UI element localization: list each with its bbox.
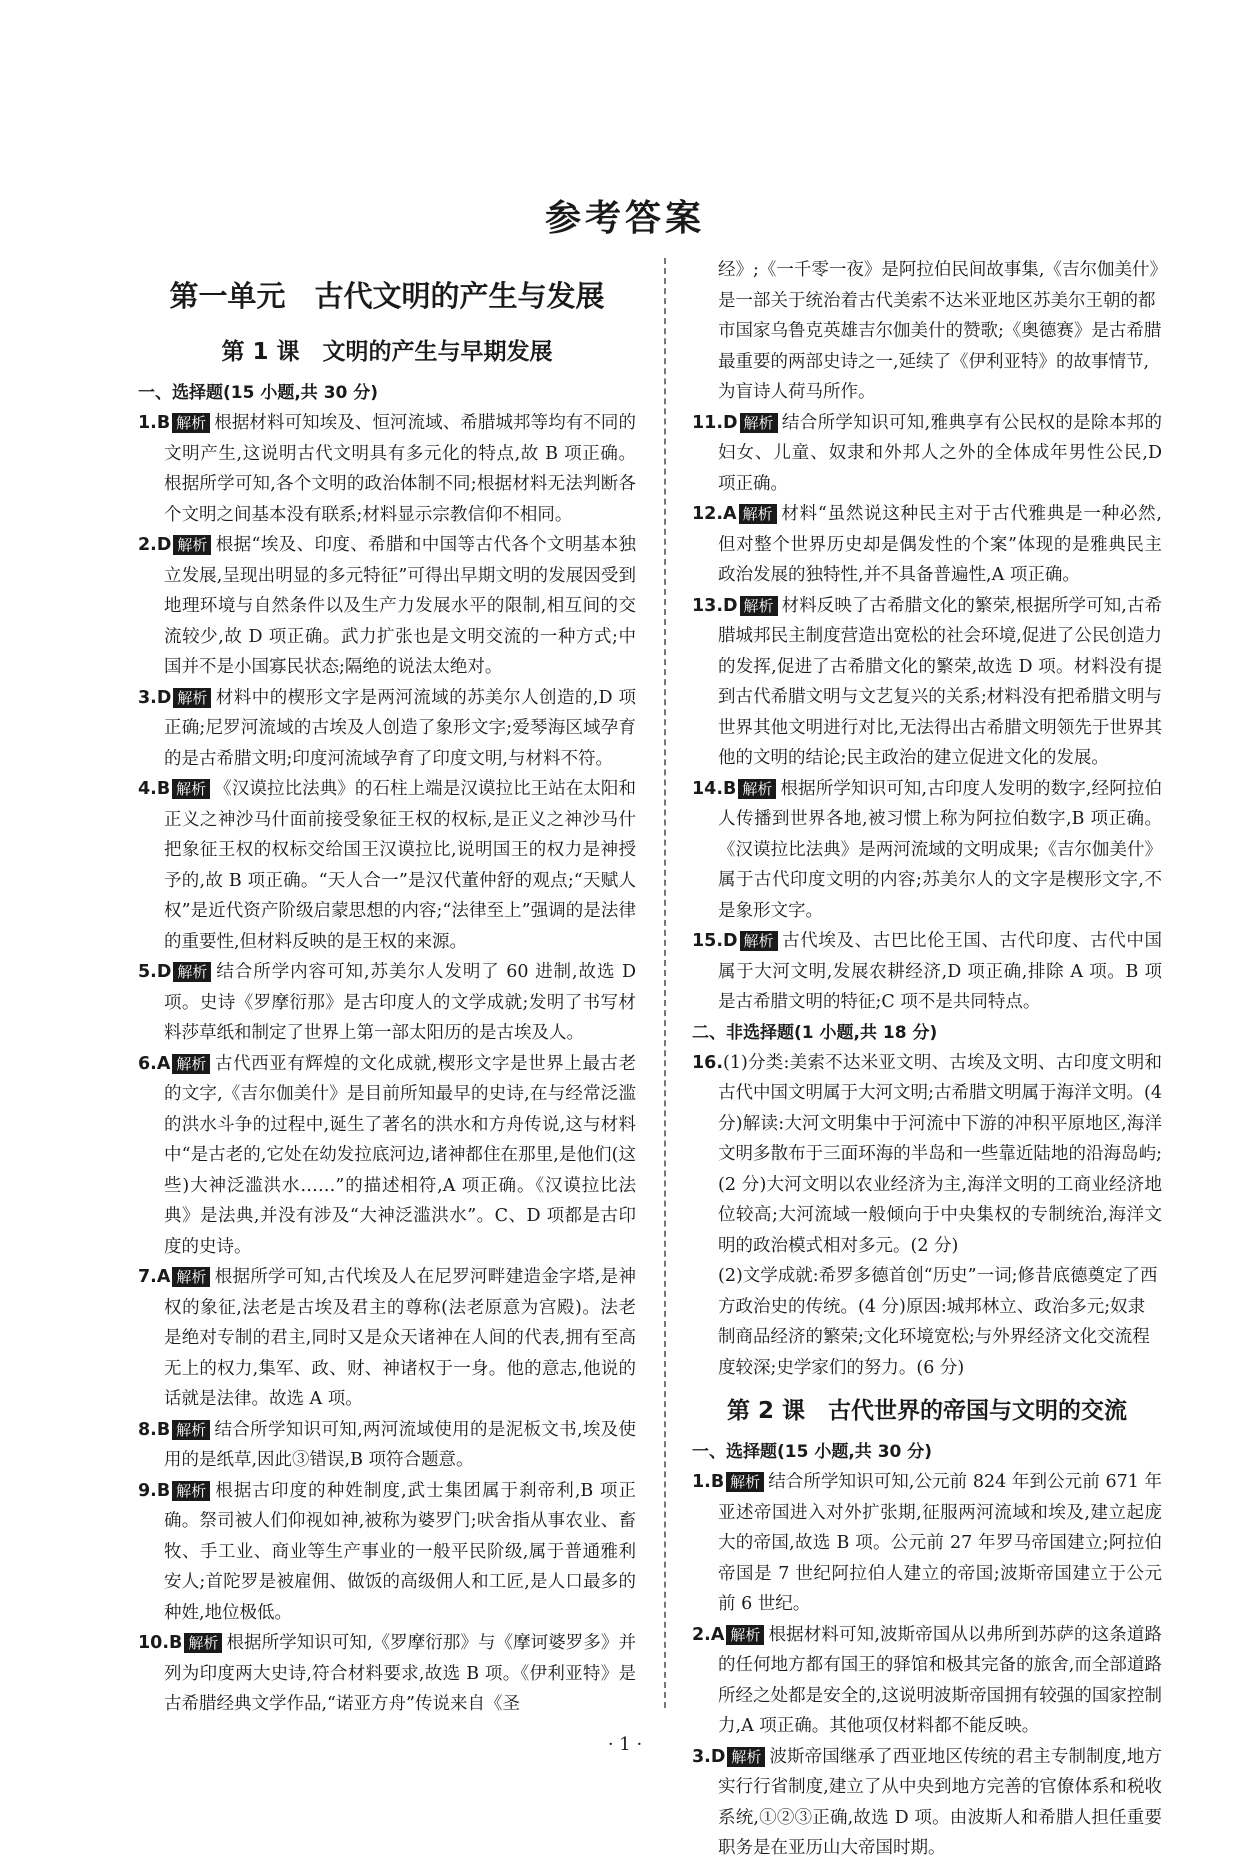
answer-text: 结合所学知识可知,雅典享有公民权的是除本邦的妇女、儿童、奴隶和外邦人之外的全体成年男性公民,D 项正确。 bbox=[718, 412, 1162, 494]
question-number: 9. bbox=[138, 1480, 157, 1501]
answer-list bbox=[692, 408, 1162, 1018]
section-heading-choice: 一、选择题(15 小题,共 30 分) bbox=[692, 1442, 933, 1462]
answer-text: 结合所学内容可知,苏美尔人发明了 60 进制,故选 D 项。史诗《罗摩衍那》是古印度人的文学成就;发明了书写材料莎草纸和制定了世界上第一部太阳历的是古埃及人。 bbox=[164, 962, 636, 1043]
question-number: 7. bbox=[138, 1267, 157, 1287]
answer-letter: A bbox=[710, 1624, 725, 1645]
analysis-tag: 解析 bbox=[740, 596, 778, 616]
question-number: 3. bbox=[138, 687, 157, 708]
answer-letter: A bbox=[156, 1053, 171, 1074]
answer-item bbox=[692, 591, 1162, 774]
answer-item bbox=[692, 1742, 1162, 1864]
question-number: 1. bbox=[692, 1472, 711, 1492]
answer-text: 根据古印度的种姓制度,武士集团属于刹帝利,B 项正确。祭司被人们仰视如神,被称为婆罗门;吠舍指从事农业、畜牧、手工业、商业等生产事业的一般平民阶级,属于普通雅利安人;首陀罗是被雇佣、做饭的高级佣人和工匠,是人口最多的种姓,地位极低。 bbox=[164, 1480, 636, 1623]
answer-letter: D bbox=[723, 412, 738, 433]
analysis-tag: 解析 bbox=[740, 931, 778, 951]
answer-text: 结合所学知识可知,公元前 824 年到公元前 671 年亚述帝国进入对外扩张期,征服两河流域和埃及,建立起庞大的帝国,故选 B 项。公元前 27 年罗马帝国建立;阿拉伯帝国是 7 世纪阿拉伯人建立的帝国;波斯帝国建立于公元前 6 世纪。 bbox=[718, 1472, 1162, 1614]
analysis-tag: 解析 bbox=[172, 413, 210, 433]
analysis-tag: 解析 bbox=[172, 1054, 210, 1074]
analysis-tag: 解析 bbox=[173, 688, 211, 708]
answer-item bbox=[692, 408, 1162, 500]
page-title: 参考答案 bbox=[544, 198, 705, 239]
analysis-tag: 解析 bbox=[173, 962, 211, 982]
answer-letter: B bbox=[156, 1419, 171, 1440]
answer-item bbox=[138, 774, 636, 957]
question-number: 1. bbox=[138, 413, 157, 433]
answer-item bbox=[692, 1467, 1162, 1620]
left-column bbox=[138, 262, 636, 1720]
analysis-tag: 解析 bbox=[740, 413, 778, 433]
answer-letter: A bbox=[156, 1267, 171, 1287]
answer-item bbox=[692, 499, 1162, 591]
answer-letter: B bbox=[710, 1472, 725, 1492]
answer-letter: B bbox=[156, 779, 171, 799]
question-number: 13. bbox=[692, 595, 724, 616]
answer-item bbox=[692, 774, 1162, 927]
section-heading-nonchoice: 二、非选择题(1 小题,共 18 分) bbox=[692, 1022, 938, 1043]
analysis-tag: 解析 bbox=[172, 779, 210, 799]
lesson-1-title: 第 1 课 文明的产生与早期发展 bbox=[221, 339, 553, 365]
answer-text: 波斯帝国继承了西亚地区传统的君主专制制度,地方实行行省制度,建立了从中央到地方完善的官僚体系和税收系统,①②③正确,故选 D 项。由波斯人和希腊人担任重要职务是在亚历山大帝国时期。 bbox=[718, 1746, 1162, 1858]
analysis-tag: 解析 bbox=[727, 1747, 765, 1767]
answer-item bbox=[692, 1620, 1162, 1742]
answer-item bbox=[692, 1048, 1162, 1262]
analysis-tag: 解析 bbox=[738, 779, 776, 799]
answer-text: (1)分类:美索不达米亚文明、古埃及文明、古印度文明和古代中国文明属于大河文明;古希腊文明属于海洋文明。(4 分)解读:大河文明集中于河流中下游的冲积平原地区,海洋文明多散布于三面环海的半岛和一些靠近陆地的沿海岛屿;(2 分)大河文明以农业经济为主,海洋文明的工商业经济地位较高;大河流域一般倾向于中央集权的专制统治,海洋文明的政治模式相对多元。(2 分) bbox=[718, 1052, 1162, 1256]
analysis-tag: 解析 bbox=[172, 1267, 210, 1287]
answer-letter: D bbox=[156, 535, 172, 555]
answer-letter: B bbox=[156, 1480, 171, 1501]
answer-text: (2)文学成就:希罗多德首创“历史”一词;修昔底德奠定了西方政治史的传统。(4 分)原因:城邦林立、政治多元;奴隶制商品经济的繁荣;文化环境宽松;与外界经济文化交流程度较深;史学家们的努力。(6 分) bbox=[718, 1266, 1158, 1378]
answer-letter: B bbox=[156, 413, 171, 433]
answer-item bbox=[138, 1049, 636, 1263]
analysis-tag: 解析 bbox=[172, 1420, 210, 1440]
answer-text: 古代西亚有辉煌的文化成就,楔形文字是世界上最古老的文字,《吉尔伽美什》是目前所知最早的史诗,在与经常泛滥的洪水斗争的过程中,诞生了著名的洪水和方舟传说,这与材料中“是古老的,它处在幼发拉底河边,诸神都住在那里,是他们(这些)大神泛滥洪水……”的描述相符,A 项正确。《汉谟拉比法典》是法典,并没有涉及“大神泛滥洪水”。C、D 项都是古印度的史诗。 bbox=[164, 1053, 636, 1257]
answer-letter: D bbox=[156, 962, 172, 982]
question-number: 14. bbox=[692, 778, 724, 799]
answer-text: 根据材料可知,波斯帝国从以弗所到苏萨的这条道路的任何地方都有国王的驿馆和极其完备的旅舍,而全部道路所经之处都是安全的,这说明波斯帝国拥有较强的国家控制力,A 项正确。其他项仅材料都不能反映。 bbox=[718, 1624, 1162, 1736]
unit-title: 第一单元 古代文明的产生与发展 bbox=[169, 279, 605, 313]
answer-text: 根据所学知识可知,《罗摩衍那》与《摩诃婆罗多》并列为印度两大史诗,符合材料要求,故选 B 项。《伊利亚特》是古希腊经典文学作品,“诺亚方舟”传说来自《圣 bbox=[164, 1633, 636, 1714]
answer-item bbox=[138, 1415, 636, 1476]
analysis-tag: 解析 bbox=[184, 1633, 222, 1653]
question-number: 2. bbox=[692, 1624, 711, 1645]
answer-text: 材料反映了古希腊文化的繁荣,根据所学可知,古希腊城邦民主制度营造出宽松的社会环境,促进了公民创造力的发挥,促进了古希腊文化的繁荣,故选 D 项。材料没有提到古代希腊文明与文艺复兴的关系;材料没有把希腊文明与世界其他文明进行对比,无法得出古希腊文明领先于世界其他的文明的结论;民主政治的建立促进文化的发展。 bbox=[718, 595, 1162, 768]
answer-letter: D bbox=[710, 1746, 726, 1767]
right-column bbox=[692, 255, 1162, 1864]
answer-letter: D bbox=[156, 687, 172, 708]
answer-text: 根据所学知识可知,古印度人发明的数字,经阿拉伯人传播到世界各地,被习惯上称为阿拉伯数字,B 项正确。《汉谟拉比法典》是两河流域的文明成果;《吉尔伽美什》属于古代印度文明的内容;苏美尔人的文字是楔形文字,不是象形文字。 bbox=[718, 778, 1162, 921]
question-number: 15. bbox=[692, 931, 724, 951]
column-divider bbox=[664, 258, 666, 1708]
question-number: 5. bbox=[138, 962, 157, 982]
answer-text: 古代埃及、古巴比伦王国、古代印度、古代中国属于大河文明,发展农耕经济,D 项正确,排除 A 项。B 项是古希腊文明的特征;C 项不是共同特点。 bbox=[718, 931, 1162, 1012]
page-number: · 1 · bbox=[607, 1734, 643, 1755]
answer-letter: D bbox=[723, 595, 738, 616]
question-number: 2. bbox=[138, 535, 157, 555]
answer-letter: B bbox=[723, 778, 737, 799]
question-number: 16. bbox=[692, 1052, 724, 1073]
answer-item bbox=[138, 1476, 636, 1629]
section-heading-choice: 一、选择题(15 小题,共 30 分) bbox=[138, 383, 379, 403]
analysis-tag: 解析 bbox=[726, 1625, 764, 1645]
lesson-2-title: 第 2 课 古代世界的帝国与文明的交流 bbox=[726, 1398, 1128, 1424]
answer-letter: A bbox=[723, 504, 737, 524]
question-number: 4. bbox=[138, 779, 157, 799]
analysis-tag: 解析 bbox=[726, 1472, 764, 1492]
analysis-tag: 解析 bbox=[173, 535, 211, 555]
answer-text: 根据“埃及、印度、希腊和中国等古代各个文明基本独立发展,呈现出明显的多元特征”可得出早期文明的发展因受到地理环境与自然条件以及生产力发展水平的限制,相互间的交流较少,故 D 项正确。武力扩张也是文明交流的一种方式;中国并不是小国寡民状态;隔绝的说法太绝对。 bbox=[164, 535, 636, 677]
answer-item bbox=[138, 683, 636, 775]
answer-item bbox=[138, 530, 636, 683]
answer-list bbox=[692, 1467, 1162, 1864]
answer-text: 结合所学知识可知,两河流域使用的是泥板文书,埃及使用的是纸草,因此③错误,B 项符合题意。 bbox=[164, 1419, 636, 1470]
answer-text: 材料中的楔形文字是两河流域的苏美尔人创造的,D 项正确;尼罗河流域的古埃及人创造了象形文字;爱琴海区域孕育的是古希腊文明;印度河流域孕育了印度文明,与材料不符。 bbox=[164, 687, 636, 769]
answer-list bbox=[138, 408, 636, 1720]
question-number: 3. bbox=[692, 1746, 711, 1767]
question-number: 10. bbox=[138, 1633, 170, 1653]
question-number: 8. bbox=[138, 1419, 157, 1440]
question-number: 11. bbox=[692, 412, 724, 433]
answer-text: 《汉谟拉比法典》的石柱上端是汉谟拉比王站在太阳和正义之神沙马什面前接受象征王权的权标,是正义之神沙马什把象征王权的权标交给国王汉谟拉比,说明国王的权力是神授予的,故 B 项正确。“天人合一”是汉代董仲舒的观点;“天赋人权”是近代资产阶级启蒙思想的内容;“法律至上”强调的是法律的重要性,但材料反映的是王权的来源。 bbox=[164, 779, 636, 952]
answer-letter: D bbox=[723, 931, 738, 951]
analysis-tag: 解析 bbox=[739, 504, 777, 524]
answer-text: 根据所学可知,古代埃及人在尼罗河畔建造金字塔,是神权的象征,法老是古埃及君主的尊称(法老原意为宫殿)。法老是绝对专制的君主,同时又是众天诸神在人间的代表,拥有至高无上的权力,集军、政、财、神诸权于一身。他的意志,他说的话就是法律。故选 A 项。 bbox=[164, 1267, 636, 1409]
answer-text: 根据材料可知埃及、恒河流域、希腊城邦等均有不同的文明产生,这说明古代文明具有多元化的特点,故 B 项正确。根据所学可知,各个文明的政治体制不同;根据材料无法判断各个文明之间基本没有联系;材料显示宗教信仰不相同。 bbox=[164, 413, 636, 525]
answer-item bbox=[138, 1628, 636, 1720]
question-number: 6. bbox=[138, 1053, 157, 1074]
answer-item bbox=[692, 926, 1162, 1018]
answer-letter: B bbox=[169, 1633, 183, 1653]
answer-continuation: 经》;《一千零一夜》是阿拉伯民间故事集,《吉尔伽美什》是一部关于统治着古代美索不达米亚地区苏美尔王朝的都市国家乌鲁克英雄吉尔伽美什的赞歌;《奥德赛》是古希腊最重要的两部史诗之一,延续了《伊利亚特》的故事情节,为盲诗人荷马所作。 bbox=[718, 260, 1162, 402]
answer-item bbox=[138, 1262, 636, 1415]
question-number: 12. bbox=[692, 504, 724, 524]
analysis-tag: 解析 bbox=[172, 1481, 210, 1501]
answer-item bbox=[138, 408, 636, 530]
answer-text: 材料“虽然说这种民主对于古代雅典是一种必然,但对整个世界历史却是偶发性的个案”体现的是雅典民主政治发展的独特性,并不具备普遍性,A 项正确。 bbox=[718, 504, 1162, 585]
answer-item bbox=[138, 957, 636, 1049]
